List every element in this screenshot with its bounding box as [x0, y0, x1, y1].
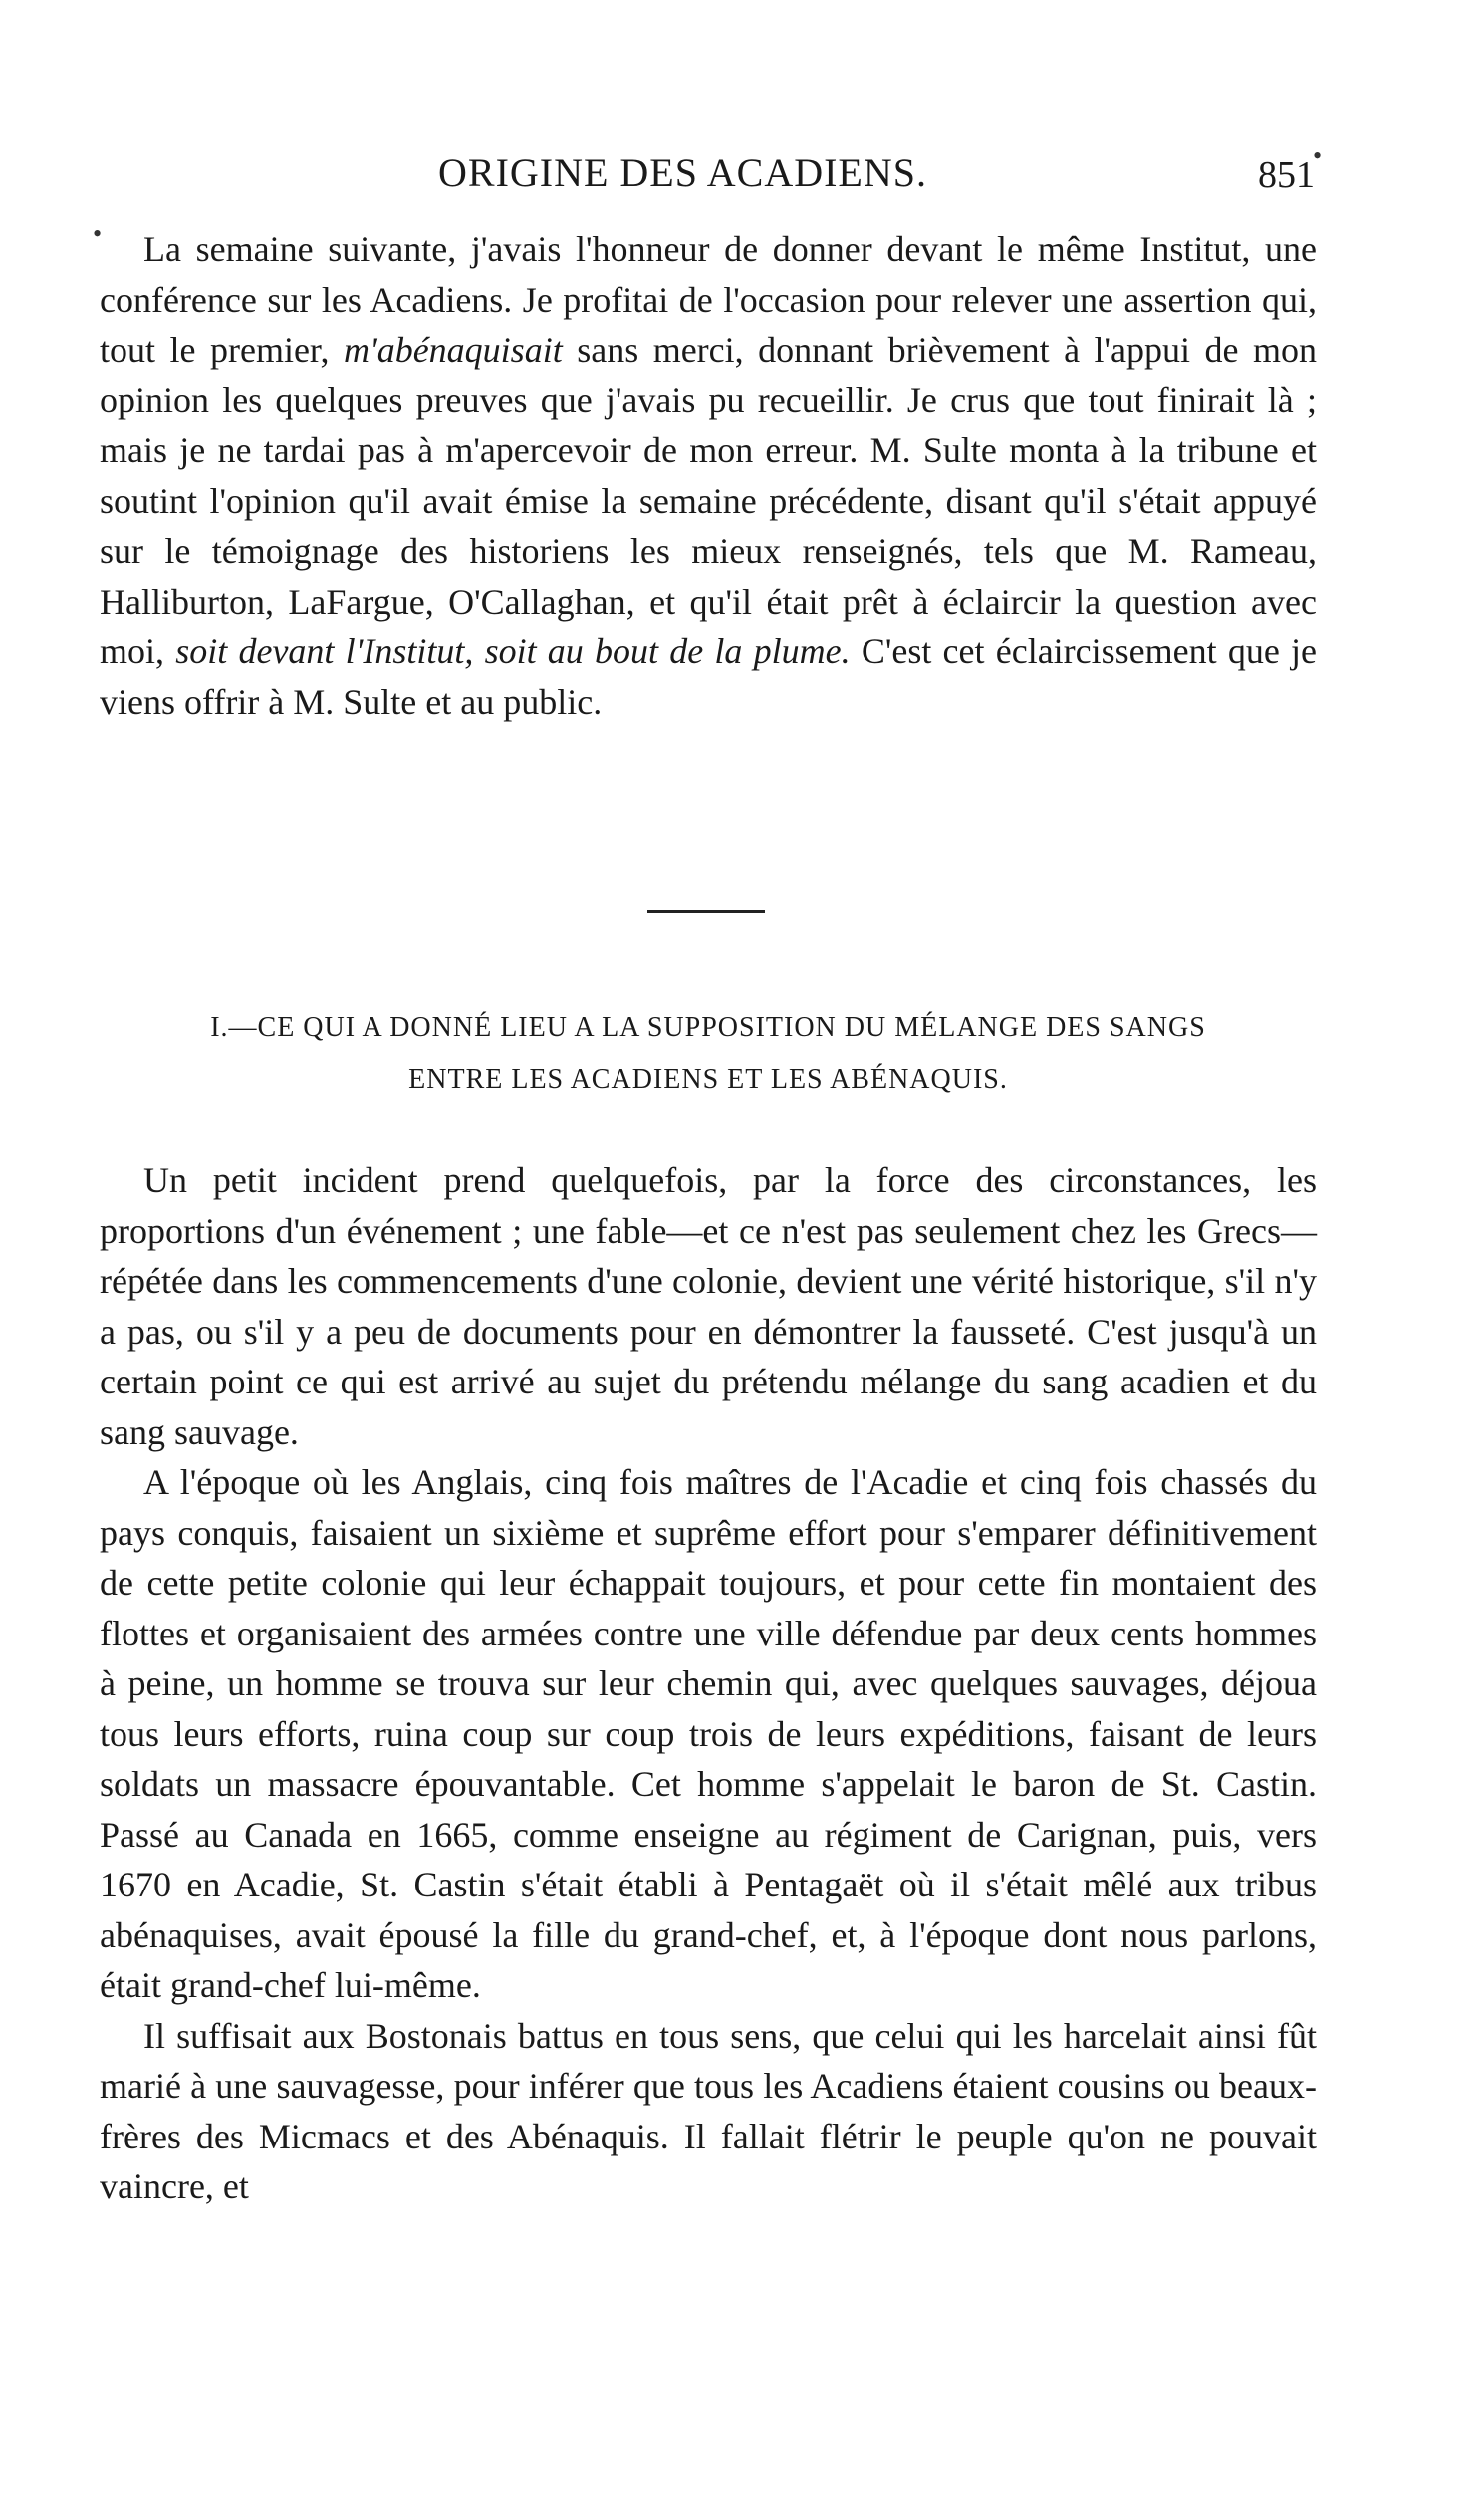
section-heading-line-1: I.—CE QUI A DONNÉ LIEU A LA SUPPOSITION DU MÉLANGE DES SANGS	[210, 1012, 1206, 1043]
intro-paragraph-block	[100, 224, 1317, 727]
intro-text-1: La semaine suivante, j'avais l'honneur de donner devant le même Institut, une conférence sur les Acadiens. Je profitai de l'occasion pour relever une assertion qui, tout le premier,	[100, 229, 1317, 370]
body-paragraph: Un petit incident prend quelquefois, par la force des circonstances, les proportions d'un événement ; une fable—et ce n'est pas seulement chez les Grecs—répétée dans les commencements d'une colonie, devient une vérité historique, s'il n'y a pas, ou s'il y a peu de documents pour en démontrer la fausseté. C'est jusqu'à un certain point ce qui est arrivé au sujet du prétendu mélange du sang acadien et du sang sauvage.	[100, 1160, 1317, 1452]
intro-italic-phrase-1: soit devant l'Institut	[175, 631, 465, 671]
running-title: ORIGINE DES ACADIENS.	[438, 150, 927, 195]
print-speck-mark: •	[93, 219, 103, 248]
body-text-block	[100, 1155, 1317, 2212]
intro-text-2: sans merci, donnant brièvement à l'appui de mon opinion les quelques preuves que j'avais pu recueillir. Je crus que tout finirait là ; mais je ne tardai pas à m'apercevoir de mon erreur. M. Sulte monta à la tribune et soutint l'opinion qu'il avait émise la semaine précédente, disant qu'il s'était appuyé sur le témoignage des historiens les mieux renseignés, tels que M. Rameau, Halliburton, LaFargue, O'Callaghan, et qu'il était prêt à éclaircir la question avec moi,	[100, 330, 1317, 671]
section-heading-line-2: ENTRE LES ACADIENS ET LES ABÉNAQUIS.	[408, 1064, 1008, 1095]
section-separator-rule	[647, 910, 765, 913]
intro-paragraph	[100, 224, 1317, 727]
print-speck-mark: •	[1313, 141, 1323, 170]
body-paragraph: A l'époque où les Anglais, cinq fois maîtres de l'Acadie et cinq fois chassés du pays conquis, faisaient un sixième et suprême effort pour s'emparer définitivement de cette petite colonie qui leur échappait toujours, et pour cette fin montaient des flottes et organisaient des armées contre une ville défendue par deux cents hommes à peine, un homme se trouva sur leur chemin qui, avec quelques sauvages, déjoua tous leurs efforts, ruina coup sur coup trois de leurs expéditions, faisant de leurs soldats un massacre épouvantable. Cet homme s'appelait le baron de St. Castin. Passé au Canada en 1665, comme enseigne au régiment de Carignan, puis, vers 1670 en Acadie, St. Castin s'était établi à Pentagaët où il s'était mêlé aux tribus abénaquises, avait épousé la fille du grand-chef, et, à l'époque dont nous parlons, était grand-chef lui-même.	[100, 1462, 1317, 2005]
intro-text-3: C'est cet éclaircissement que je viens offrir à M. Sulte et au public.	[100, 631, 1318, 722]
running-head	[100, 149, 1315, 205]
intro-italic-word: m'abénaquisait	[344, 330, 563, 370]
section-heading	[100, 1002, 1317, 1106]
intro-italic-phrase-2: soit au bout de la plume.	[484, 631, 851, 671]
page-number: 851	[1258, 154, 1315, 196]
intro-italic-comma: ,	[464, 631, 485, 671]
body-paragraph: Il suffisait aux Bostonais battus en tous sens, que celui qui les harcelait ainsi fût marié à une sauvagesse, pour inférer que tous les Acadiens étaient cousins ou beaux-frères des Micmacs et des Abénaquis. Il fallait flétrir le peuple qu'on ne pouvait vaincre, et	[100, 2015, 1317, 2206]
